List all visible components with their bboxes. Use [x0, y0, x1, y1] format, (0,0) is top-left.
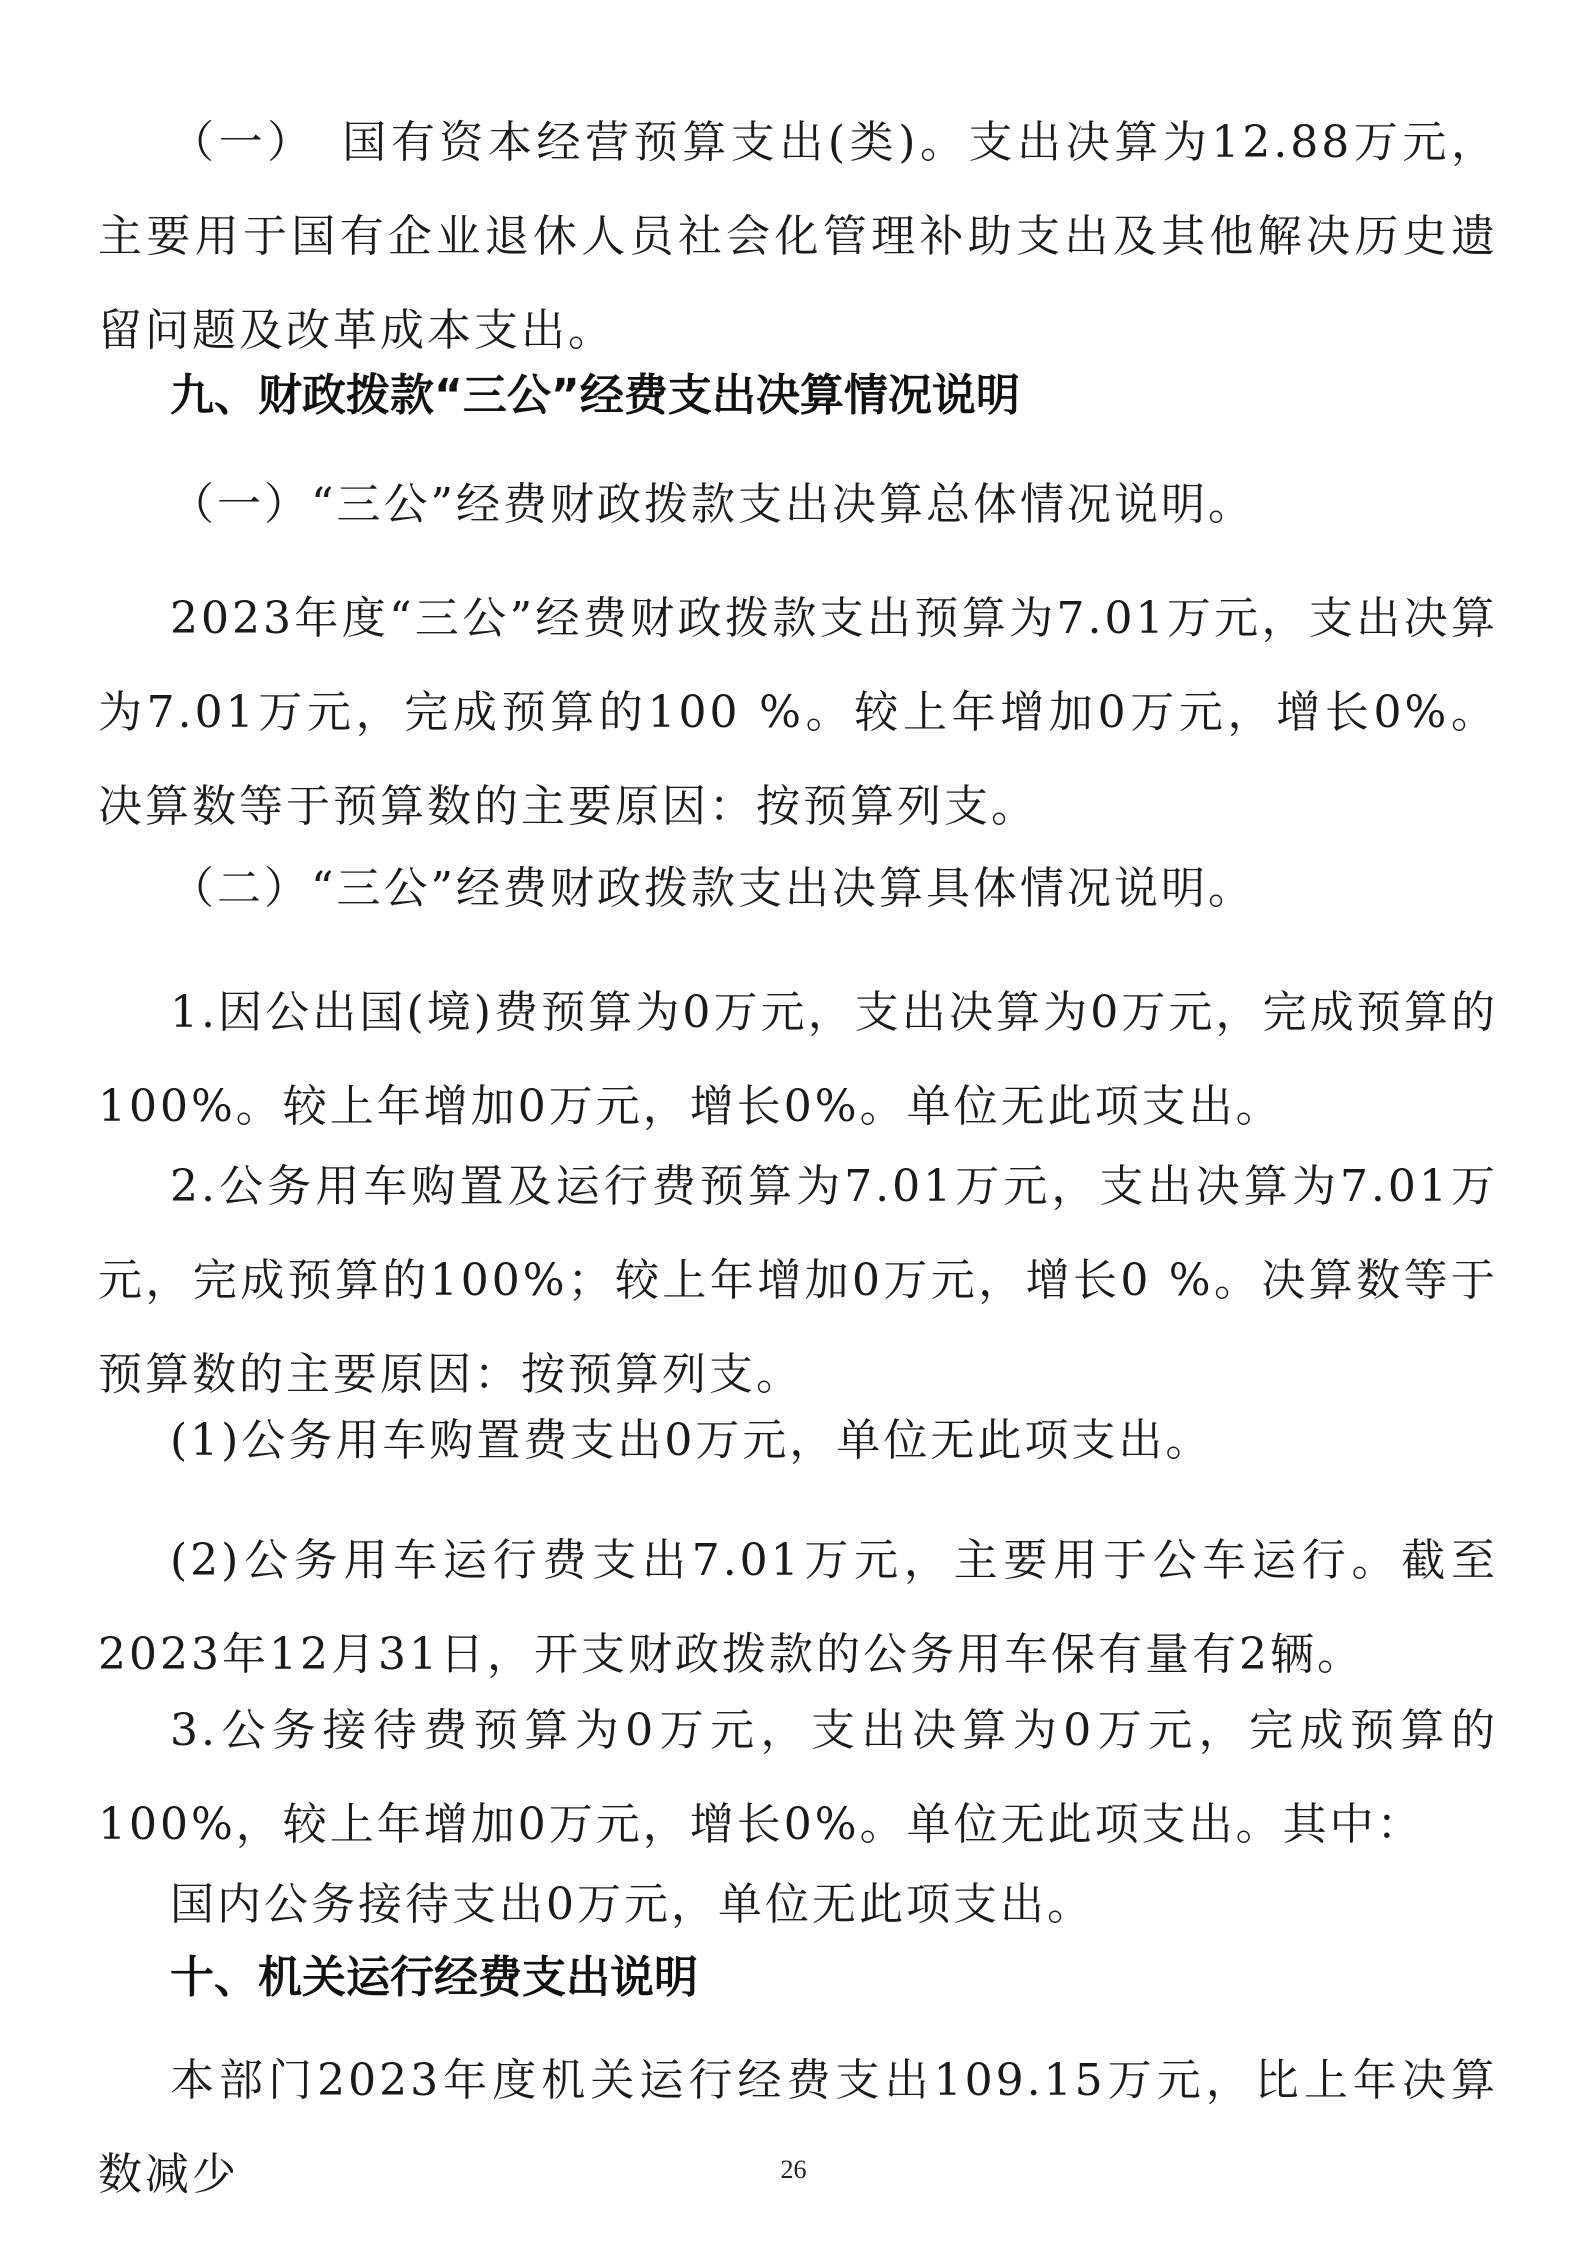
section-heading-ten: 十、机关运行经费支出说明 — [170, 1952, 698, 2003]
paragraph-overseas-travel: 1.因公出国(境)费预算为0万元，支出决算为0万元，完成预算的100%。较上年增加0万元，增长0%。单位无此项支出。 — [98, 987, 1498, 1132]
paragraph-domestic-reception: 国内公务接待支出0万元，单位无此项支出。 — [170, 1879, 1094, 1930]
paragraph-vehicle-purchase: (1)公务用车购置费支出0万元，单位无此项支出。 — [170, 1415, 1213, 1466]
section-heading-nine: 九、财政拨款“三公”经费支出决算情况说明 — [170, 370, 1020, 421]
paragraph-state-capital-expenditure: （一） 国有资本经营预算支出(类)。支出决算为12.88万元，主要用于国有企业退休人员社会化管理补助支出及其他解决历史遗留问题及改革成本支出。 — [98, 117, 1498, 356]
paragraph-operating-expenses: 本部门2023年度机关运行经费支出109.15万元，比上年决算数减少 — [98, 2055, 1498, 2200]
paragraph-overall-heading: （一）“三公”经费财政拨款支出决算总体情况说明。 — [170, 479, 1255, 530]
page-number: 26 — [780, 2155, 807, 2184]
paragraph-overall-description: 2023年度“三公”经费财政拨款支出预算为7.01万元，支出决算为7.01万元，完成预算的100 %。较上年增加0万元，增长0%。决算数等于预算数的主要原因：按预算列支。 — [98, 593, 1498, 832]
paragraph-vehicle-costs: 2.公务用车购置及运行费预算为7.01万元，支出决算为7.01万元，完成预算的100%；较上年增加0万元，增长0 %。决算数等于预算数的主要原因：按预算列支。 — [98, 1161, 1498, 1400]
paragraph-reception-costs: 3.公务接待费预算为0万元，支出决算为0万元，完成预算的100%，较上年增加0万元，增长0%。单位无此项支出。其中： — [98, 1705, 1498, 1850]
paragraph-vehicle-operation: (2)公务用车运行费支出7.01万元，主要用于公车运行。截至2023年12月31日，开支财政拨款的公务用车保有量有2辆。 — [98, 1535, 1498, 1680]
paragraph-specific-heading: （二）“三公”经费财政拨款支出决算具体情况说明。 — [170, 863, 1255, 914]
